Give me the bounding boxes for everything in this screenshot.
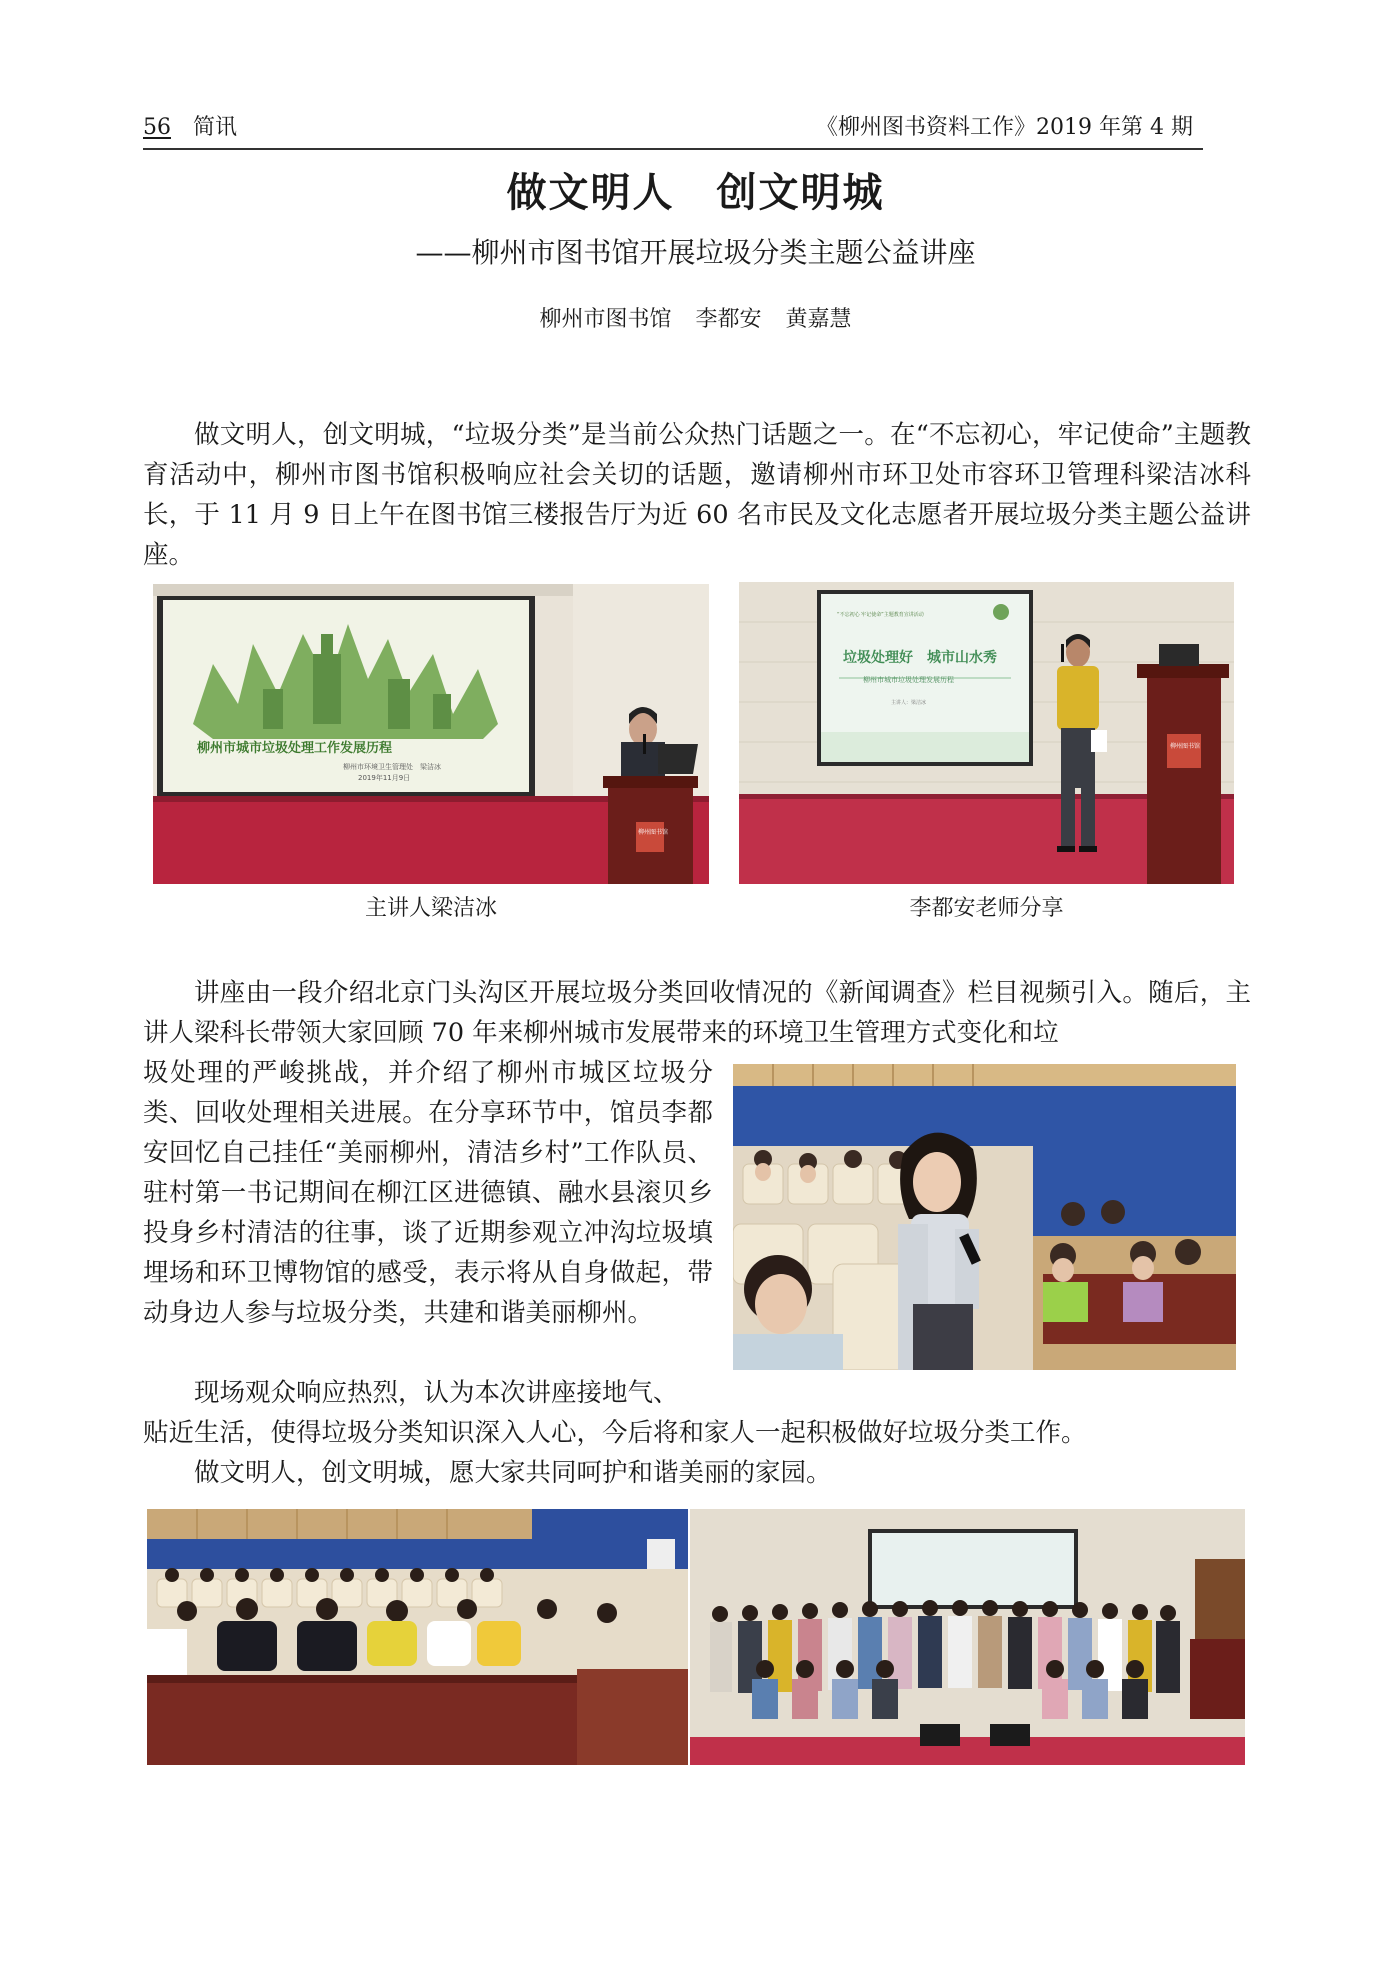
photo-group [690,1509,1245,1765]
slide-title: 柳州市城市垃圾处理工作发展历程 [197,741,393,756]
photo-speaker [153,584,709,884]
photo-caption: 李都安老师分享 [909,896,1064,921]
article-title: 做文明人 创文明城 [506,169,885,216]
photo-audience-question [733,1064,1236,1370]
slide-title: 垃圾处理好 城市山水秀 [843,650,997,666]
photo-sharing-image [739,582,1234,884]
article-subtitle: ——柳州市图书馆开展垃圾分类主题公益讲座 [415,236,976,269]
body-paragraph: 讲座由一段介绍北京门头沟区开展垃圾分类回收情况的《新闻调查》栏目视频引入。随后，主讲人梁科长带领大家回顾 70 年来柳州城市发展带来的环境卫生管理方式变化和垃 [143,978,1251,1048]
podium-sign: 柳州图书馆 [638,829,669,836]
journal-issue: 《柳州图书资料工作》2019 年第 4 期 [816,115,1193,140]
body-paragraph: 圾处理的严峻挑战，并介绍了柳州市城区垃圾分类、回收处理相关进展。在分享环节中，馆员李都安回忆自己挂任“美丽柳州，清洁乡村”工作队员、驻村第一书记期间在柳江区进德镇、融水县滚贝乡投身乡村清洁的往事，谈了近期参观立冲沟垃圾填埋场和环卫博物馆的感受，表示将从自身做起，带动身边人参与垃圾分类，共建和谐美丽柳州。 [143,1058,713,1328]
running-header [143,113,1203,149]
header-rule [143,148,1203,150]
section-name: 简讯 [193,115,238,140]
author-org: 柳州市图书馆 [539,307,672,332]
slide-top: “不忘初心 牢记使命”主题教育宣讲活动 [837,612,924,618]
photo-sharing [739,582,1234,884]
slide-subtitle: 柳州市城市垃圾处理发展历程 [863,676,954,684]
slide-date: 2019年11月9日 [358,774,411,782]
photo-speaker-image [153,584,709,884]
photo-group-image [690,1509,1245,1765]
podium-sign: 柳州图书馆 [1170,743,1201,750]
body-paragraph: 做文明人，创文明城，愿大家共同呵护和谐美丽的家园。 [194,1458,832,1488]
body-paragraph: 做文明人，创文明城，“垃圾分类”是当前公众热门话题之一。在“不忘初心，牢记使命”主题教育活动中，柳州市图书馆积极响应社会关切的话题，邀请柳州市环卫处市容环卫管理科梁洁冰科长，于 11 月 9 日上午在图书馆三楼报告厅为近 60 名市民及文化志愿者开展垃圾分类主题公益讲座。 [143,420,1251,570]
slide-speaker: 主讲人：梁洁冰 [891,700,927,706]
author-name: 李都安 [695,307,762,332]
body-paragraph: 现场观众响应热烈，认为本次讲座接地气、 [194,1378,679,1408]
author-name: 黄嘉慧 [785,307,852,332]
header-left [143,113,237,143]
photo-audience-applause [147,1509,688,1765]
photo-audience-question-image [733,1064,1236,1370]
photo-caption: 主讲人梁洁冰 [364,896,497,921]
photo-audience-applause-image [147,1509,688,1765]
slide-org: 柳州市环境卫生管理处 梁洁冰 [343,763,441,771]
body-paragraph: 贴近生活，使得垃圾分类知识深入人心，今后将和家人一起积极做好垃圾分类工作。 [143,1418,1087,1448]
page-number: 56 [143,115,171,140]
article-authors [0,304,1391,336]
